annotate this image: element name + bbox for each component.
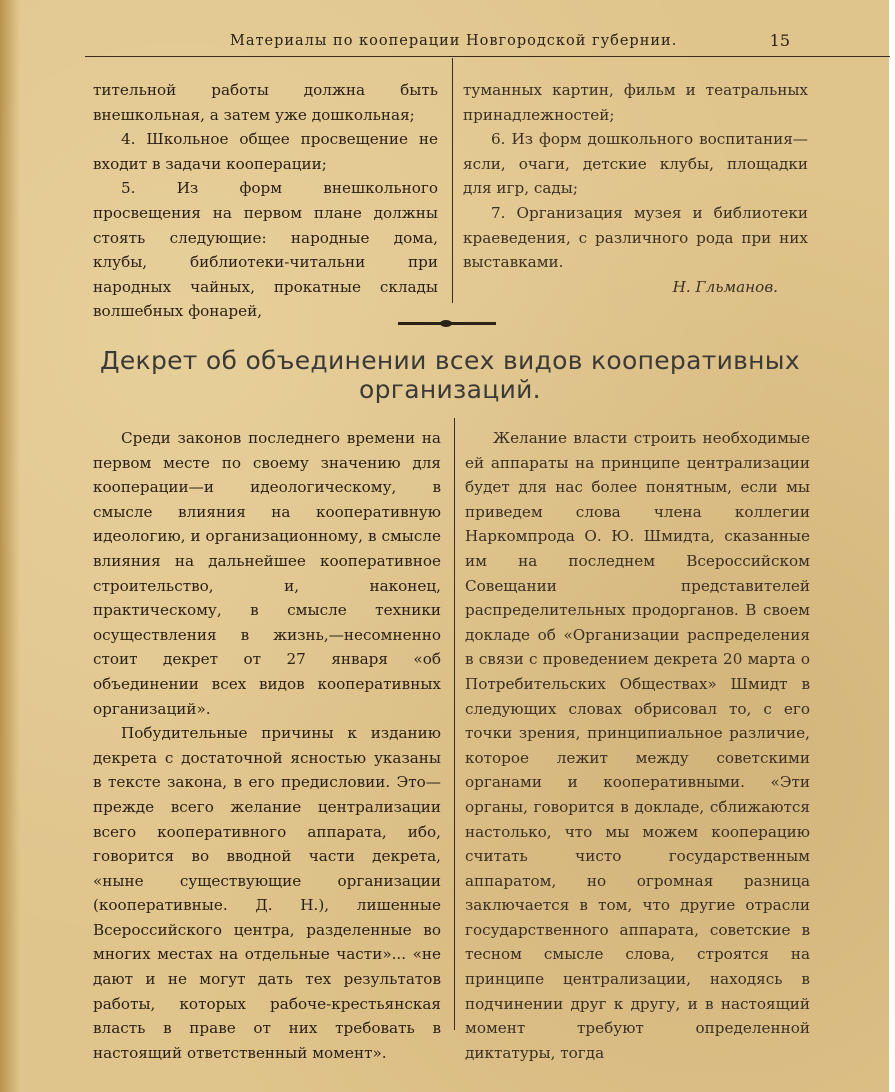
author-signature: Н. Гльманов.	[672, 277, 778, 296]
article-right-column	[465, 426, 810, 1065]
paragraph: Побудительные причины к изданию декрета с достаточной ясностью указаны в тексте закона, в его предисловии. Это—прежде всего желание централизации всего кооперативного аппарата, ибо, говорится во вводной части декрета, «ныне существующие организации (кооперативные. Д. Н.), лишенные Всероссийского центра, разделенные во многих местах на отдельные части»... «не дают и не могут дать тех результатов работы, которых рабоче-крестьянская власть в праве от них требовать в настоящий ответственный момент».	[93, 724, 441, 1062]
running-header	[85, 30, 890, 57]
paragraph: Желание власти строить необходимые ей аппараты на принципе централизации будет для нас более понятным, если мы приведем слова члена коллегии Наркомпрода О. Ю. Шмидта, сказанные им на последнем Всероссийском Совещании представителей распределительных продорганов. В своем докладе об «Организации распределения в связи с проведением декрета 20 марта о Потребительских Обществах» Шмидт в следующих словах обрисовал то, с его точки зрения, принципиальное различие, которое лежит между советскими органами и кооперативными. «Эти органы, говорится в докладе, сближаются настолько, что мы можем кооперацию считать чисто государственным аппаратом, но огромная разница заключается в том, что другие отрасли государственного аппарата, советские в тесном смысле слова, строятся на принципе централизации, находясь в подчинении друг к другу, и в настоящий момент требуют определенной диктатуры, тогда	[465, 429, 810, 1062]
paragraph: 4. Школьное общее просвещение не входит в задачи кооперации;	[93, 130, 438, 173]
top-left-column	[93, 78, 438, 324]
paragraph: 7. Организация музея и библиотеки краеведения, с различного рода при них выставками.	[463, 203, 808, 272]
paragraph: Среди законов последнего времени на первом месте по своему значению для кооперации—и идеологическому, в смысле влияния на кооперативную идеологию, и организационному, в смысле влияния на дальнейшее кооперативное строительство, и, наконец, практическому, в смысле техники осуществления в жизнь,—несомненно стоит декрет от 27 января «об объединении всех видов кооперативных организаций».	[93, 429, 441, 718]
page-edge-shadow	[0, 0, 20, 1092]
column-divider	[452, 58, 453, 303]
article-title: Декрет об объединении всех видов кооперативных организаций.	[100, 346, 800, 404]
paragraph: 5. Из форм внешкольного просвещения на первом плане должны стоять следующие: народные дома, клубы, библиотеки-читальни при народных чайных, прокатные склады волшебных фонарей,	[93, 179, 438, 321]
paragraph: 6. Из форм дошкольного воспитания—ясли, очаги, детские клубы, площадки для игр, сады;	[463, 130, 808, 198]
article-left-column	[93, 426, 441, 1065]
section-ornament	[398, 322, 496, 325]
top-right-column	[463, 78, 808, 299]
paragraph: тительной работы должна быть внешкольная, а затем уже дошкольная;	[93, 81, 438, 124]
page-number: 15	[769, 31, 790, 50]
column-divider	[454, 418, 455, 1030]
scan-border	[889, 0, 895, 1092]
paragraph: туманных картин, фильм и театральных принадлежностей;	[463, 81, 808, 124]
header-title: Материалы по кооперации Новгородской губернии.	[230, 33, 678, 49]
